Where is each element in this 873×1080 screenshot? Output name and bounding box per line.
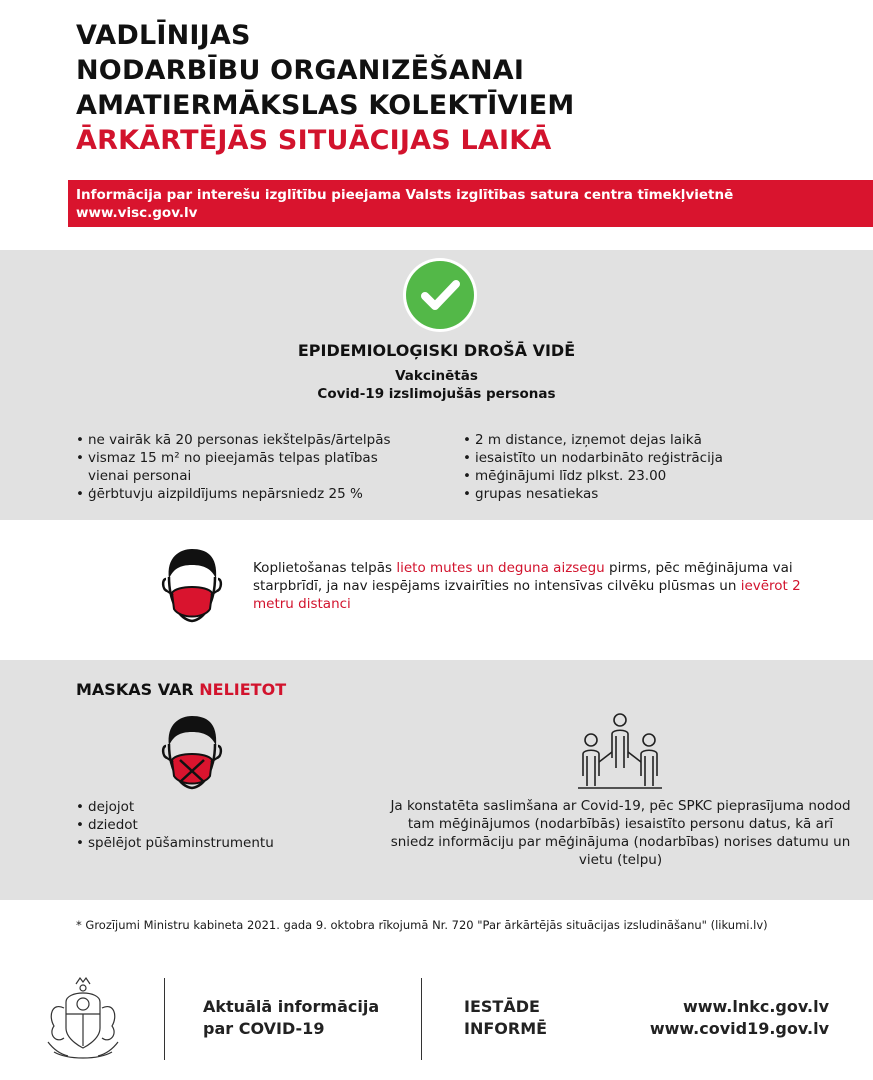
list-item: • mēģinājumi līdz plkst. 23.00 — [463, 467, 763, 485]
vaccinated-label: Vakcinētās — [395, 368, 478, 384]
title-line-3: AMATIERMĀKSLAS KOLEKTĪVIEM — [76, 90, 575, 121]
rules-list-right — [463, 431, 763, 503]
list-item: • ne vairāk kā 20 personas iekštelpās/ārtelpās — [76, 431, 416, 449]
list-item: • dejojot — [76, 798, 336, 816]
footnote: * Grozījumi Ministru kabineta 2021. gada 9. oktobra rīkojumā Nr. 720 "Par ārkārtējās situācijas izsludināšanu" (likumi.lv) — [76, 918, 768, 932]
footer-institution-informs — [464, 996, 547, 1040]
distance-highlight: ievērot 2 metru distanci — [253, 578, 801, 612]
mask-text-highlight: lieto mutes un deguna aizsegu — [396, 560, 605, 576]
title-line-1: VADLĪNIJAS — [76, 20, 251, 51]
footer-divider — [421, 978, 422, 1060]
info-banner — [68, 180, 873, 227]
latvia-coat-of-arms-icon — [40, 972, 126, 1068]
group-contacts-icon — [574, 710, 666, 796]
list-item: • grupas nesatiekas — [463, 485, 763, 503]
list-item: • 2 m distance, izņemot dejas laikā — [463, 431, 763, 449]
banner-link[interactable]: www.visc.gov.lv — [76, 205, 198, 221]
no-mask-heading-part1: MASKAS VAR — [76, 680, 200, 699]
mask-text-part1: Koplietošanas telpās — [253, 560, 397, 576]
footer-link-lnkc[interactable]: www.lnkc.gov.lv — [682, 997, 829, 1016]
footer-iestade-line2: INFORMĒ — [464, 1019, 548, 1038]
footer-covid-info — [203, 996, 379, 1040]
list-item: • vismaz 15 m² no pieejamās telpas platības vienai personai — [76, 449, 416, 485]
title-block — [76, 18, 575, 158]
footer-covid-line1: Aktuālā informācija — [203, 997, 380, 1016]
no-mask-list — [76, 798, 336, 852]
mask-text-part3: pirms, pēc mēģinājuma vai starpbrīdī, ja nav iespējams izvairīties no intensīvas cilvēku plūsmas un — [253, 560, 793, 594]
recovered-label: Covid-19 izslimojušās personas — [317, 386, 556, 402]
footer-links — [650, 996, 829, 1040]
footer-covid-line2: par COVID-19 — [203, 1019, 325, 1038]
footer-divider — [164, 978, 165, 1060]
covid-reporting-text: Ja konstatēta saslimšana ar Covid-19, pēc SPKC pieprasījuma nodod tam mēģinājumos (nodarbībās) iesaistīto personu datus, kā arī sniedz informāciju par mēģinājuma (nodarbības) norises datumu un vietu (telpu) — [390, 798, 851, 868]
title-line-2: NODARBĪBU ORGANIZĒŠANAI — [76, 55, 525, 86]
face-mask-crossed-icon — [160, 712, 224, 796]
rules-list-left — [76, 431, 416, 503]
checkmark-icon — [406, 261, 474, 329]
mask-rule-text — [253, 559, 813, 613]
no-mask-heading-highlight: NELIETOT — [199, 680, 287, 699]
list-item: • ģērbtuvju aizpildījums nepārsniedz 25 % — [76, 485, 416, 503]
list-item: • spēlējot pūšaminstrumentu — [76, 834, 336, 852]
footer-iestade-line1: IESTĀDE — [464, 997, 540, 1016]
banner-text: Informācija par interešu izglītību pieejama Valsts izglītības satura centra tīmekļvietnē — [76, 187, 734, 203]
safe-environment-heading: EPIDEMIOLOĢISKI DROŠĀ VIDĒ — [297, 341, 576, 360]
title-line-4: ĀRKĀRTĒJĀS SITUĀCIJAS LAIKĀ — [76, 125, 552, 156]
face-mask-icon — [160, 545, 224, 629]
footer-link-covid19[interactable]: www.covid19.gov.lv — [649, 1019, 829, 1038]
list-item: • dziedot — [76, 816, 336, 834]
no-mask-heading — [76, 680, 286, 699]
list-item: • iesaistīto un nodarbināto reģistrācija — [463, 449, 763, 467]
